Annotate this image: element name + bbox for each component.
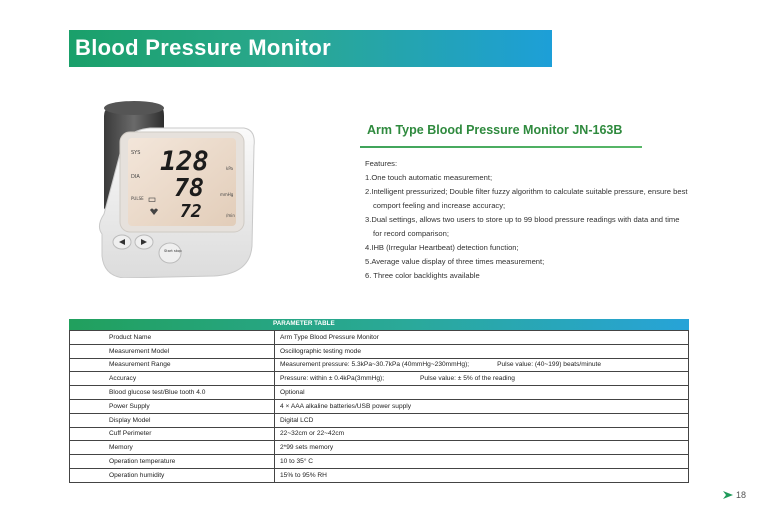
lcd-label-sys: SYS <box>131 150 141 156</box>
lcd-sys-value: 128 <box>160 146 209 177</box>
param-value-cell <box>275 372 689 386</box>
param-value: 2*99 sets memory <box>275 441 689 455</box>
parameter-table-body <box>69 330 689 483</box>
parameter-table-header <box>69 319 689 330</box>
page-title: Blood Pressure Monitor <box>75 35 331 60</box>
param-value: 22~32cm or 22~42cm <box>275 427 689 441</box>
param-value: Oscillographic testing mode <box>275 344 689 358</box>
param-key: Operation humidity <box>70 468 275 482</box>
param-key: Blood glucose test/Blue tooth 4.0 <box>70 386 275 400</box>
page-arrow-icon <box>722 490 734 500</box>
table-row <box>70 372 689 386</box>
start-stop-label: Start stop <box>164 249 182 253</box>
features-list <box>365 157 705 283</box>
param-key: Memory <box>70 441 275 455</box>
param-key: Display Model <box>70 413 275 427</box>
lcd-label-dia: DIA <box>131 174 140 180</box>
table-row <box>70 455 689 469</box>
table-row <box>70 344 689 358</box>
feature-item: 4.IHB (Irregular Heartbeat) detection function; <box>365 243 519 252</box>
lcd-unit-kpa: kPa <box>226 166 233 171</box>
feature-item-continued: comport feeling and increase accuracy; <box>373 201 506 210</box>
feature-item: 2.Intelligent pressurized; Double filter fuzzy algorithm to calculate suitable pressure, ensure best <box>365 187 688 196</box>
table-row <box>70 468 689 482</box>
param-key: Measurement Model <box>70 344 275 358</box>
table-row <box>70 331 689 345</box>
feature-item: 6. Three color backlights available <box>365 271 480 280</box>
param-value-secondary: Pulse value: (40~199) beats/minute <box>497 361 602 369</box>
parameter-table <box>69 319 689 483</box>
param-key: Accuracy <box>70 372 275 386</box>
parameter-table-title: PARAMETER TABLE <box>273 320 335 327</box>
feature-item: 1.One touch automatic measurement; <box>365 173 493 182</box>
param-value: 10 to 35° C <box>275 455 689 469</box>
table-row <box>70 386 689 400</box>
lcd-label-pulse: PULSE <box>131 196 144 201</box>
blood-pressure-monitor-image <box>94 96 256 278</box>
param-value: Arm Type Blood Pressure Monitor <box>275 331 689 345</box>
feature-item: 3.Dual settings, allows two users to store up to 99 blood pressure readings with data and time <box>365 215 680 224</box>
features-heading: Features: <box>365 159 398 168</box>
feature-item-continued: for record comparison; <box>373 229 449 238</box>
param-value: 15% to 95% RH <box>275 468 689 482</box>
title-banner <box>69 30 552 67</box>
lcd-unit-min: /min <box>226 213 235 218</box>
param-key: Power Supply <box>70 399 275 413</box>
param-key: Operation temperature <box>70 455 275 469</box>
param-key: Cuff Perimeter <box>70 427 275 441</box>
param-value: Measurement pressure: 5.3kPa~30.7kPa (40mmHg~230mmHg); <box>280 361 470 369</box>
table-row <box>70 427 689 441</box>
product-title-underline <box>360 146 642 148</box>
param-value-cell <box>275 358 689 372</box>
table-row <box>70 399 689 413</box>
param-key: Product Name <box>70 331 275 345</box>
param-value: 4 × AAA alkaline batteries/USB power supply <box>275 399 689 413</box>
param-value: Optional <box>275 386 689 400</box>
param-value-secondary: Pulse value: ± 5% of the reading <box>420 375 515 383</box>
table-row <box>70 441 689 455</box>
param-value: Digital LCD <box>275 413 689 427</box>
feature-item: 5.Average value display of three times measurement; <box>365 257 545 266</box>
table-row <box>70 358 689 372</box>
table-row <box>70 413 689 427</box>
lcd-unit-mmhg: mmHg <box>220 192 234 197</box>
param-value: Pressure: within ± 0.4kPa(3mmHg); <box>280 375 385 383</box>
lcd-dia-value: 78 <box>174 173 205 202</box>
param-key: Measurement Range <box>70 358 275 372</box>
lcd-pulse-value: 72 <box>180 201 202 222</box>
start-stop-button <box>159 243 181 263</box>
page-number: 18 <box>736 490 747 500</box>
product-title: Arm Type Blood Pressure Monitor JN-163B <box>367 123 623 137</box>
